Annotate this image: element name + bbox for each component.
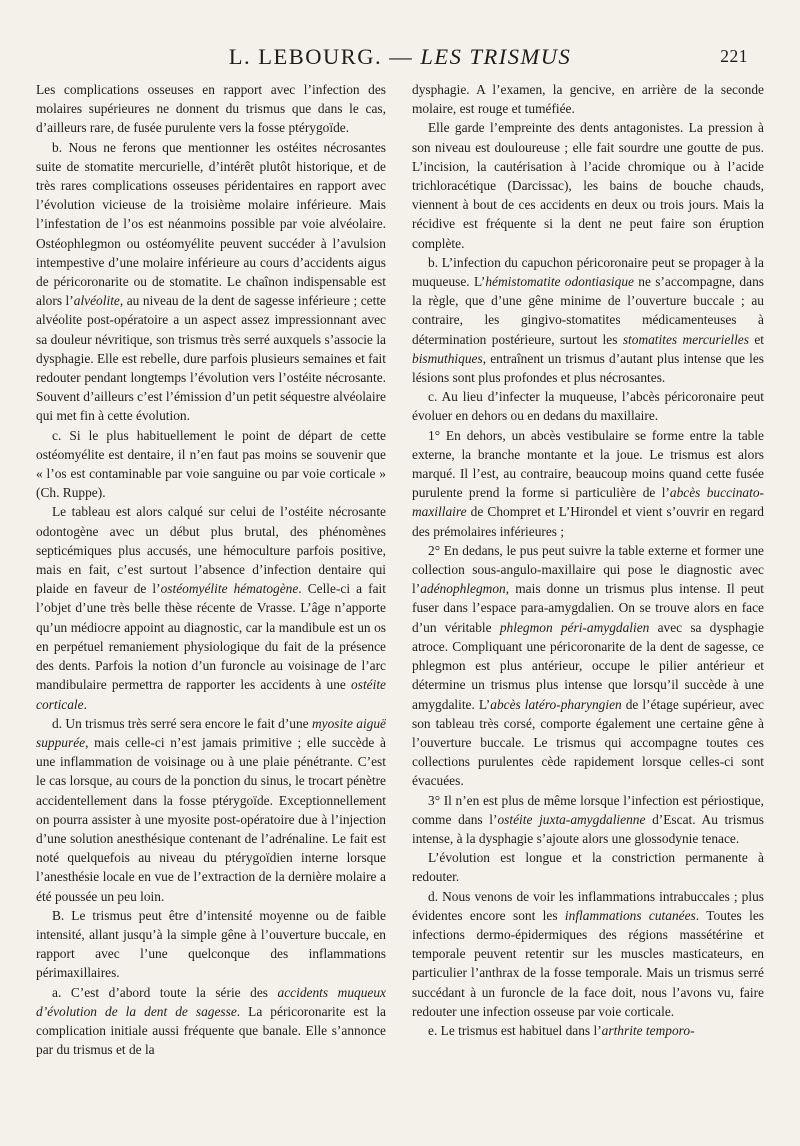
page-number: 221 — [720, 46, 748, 66]
paragraph-text: d. Un trismus très serré sera encore le fait d’une — [52, 715, 312, 731]
paragraph-text: 1° En dehors, un abcès vestibulaire se forme entre la table externe, la branche montante et la joue. Le trismus est alors marqué. Il l’est, au contraire, beaucoup moins quand cette fusée purulente prend la forme si particulière de l’ — [412, 427, 764, 501]
paragraph — [36, 714, 386, 906]
paragraph-text: B. Le trismus peut être d’intensité moyenne ou de faible intensité, allant jusqu’à la simple gêne à l’ouverture buccale, en rapport avec l’une quelconque des inflammations périmaxillaires. — [36, 907, 386, 981]
running-title — [0, 44, 800, 70]
paragraph — [412, 791, 764, 849]
paragraph — [36, 906, 386, 983]
title-subject: LES TRISMUS — [420, 44, 572, 69]
paragraph — [412, 541, 764, 791]
italic-term: myosite aiguë suppurée — [36, 715, 386, 750]
paragraph-text: Le tableau est alors calqué sur celui de l’ostéite nécrosante odontogène avec un début plus brutal, des phénomènes septicémiques plus accusés, une hémoculture parfois positive, mais en fait, c’est surtout l’absence d’infection dentaire qui plaide en faveur de l’ — [36, 504, 386, 597]
paragraph-text: Elle garde l’empreinte des dents antagonistes. La pression à son niveau est douloureuse ; elle fait sourdre une goutte de pus. L’incision, la cautérisation à l’acide chromique ou à l’acide trichloracétique (Darcissac), les bains de bouche chauds, viennent à bout de ces accidents en deux ou trois jours. Mais la récidive est fréquente si la dent ne peut faire son éruption complète. — [412, 120, 764, 251]
paragraph — [36, 80, 386, 138]
paragraph-text: et — [748, 331, 765, 347]
italic-term: ostéite corticale — [36, 677, 386, 712]
paragraph — [412, 80, 764, 118]
italic-term: stomatites mercurielles — [622, 331, 749, 347]
italic-term: abcès buccinato-maxillaire — [412, 485, 764, 520]
paragraph-text: . — [83, 696, 87, 712]
paragraph-text: 2° En dedans, le pus peut suivre la table externe et former une collection sous-angulo-maxillaire qui pose le diagnostic avec l’ — [412, 542, 764, 597]
title-author: L. LEBOURG. — — [228, 44, 421, 69]
paragraph-text: b. L’infection du capuchon péricoronaire peut se propager à la muqueuse. L’ — [412, 254, 764, 290]
paragraph-text: b. Nous ne ferons que mentionner les ostéites nécrosantes suite de stomatite mercurielle, d’intérêt plutôt historique, et de très rares complications osseuses péridentaires en rapport avec l’évolution vicieuse de la troisième molaire inférieure. Mais l’infestation de l’os est néanmoins possible par voie alvéolaire. Ostéophlegmon ou ostéomyélite peuvent succéder à l’avulsion intempestive d’une molaire inférieure au cours d’accidents aigus de péricoronarite ou de stomatite. Le chaînon indispensable est alors l’ — [36, 139, 386, 309]
paragraph — [412, 387, 764, 425]
paragraph-text: ne s’accompagne, dans la règle, que d’une gêne minime de l’ouverture buccale ; au contraire, les gingivo-stomatites médicamenteuses à détermination postérieure, surtout les — [412, 274, 764, 347]
paragraph-text: , entraînent un trismus d’autant plus intense que les lésions sont plus profondes et plus nécrosantes. — [412, 350, 764, 386]
paragraph-text: . La péricoronarite est la complication initiale aussi fréquente que banale. Elle s’annonce par du trismus et de la — [36, 1003, 386, 1058]
italic-term: accidents muqueux d’évolution de la dent de sagesse — [36, 984, 386, 1019]
italic-term: phlegmon péri-amygdalien — [499, 619, 650, 635]
paragraph — [36, 502, 386, 713]
italic-term: ostéomyélite hématogène — [160, 581, 299, 597]
running-header — [0, 40, 800, 76]
italic-term: adénophlegmon — [420, 581, 506, 597]
paragraph — [412, 426, 764, 541]
italic-term: inflammations cutanées — [564, 907, 696, 923]
paragraph-text: a. C’est d’abord toute la série des — [52, 984, 278, 1000]
paragraph-text: , au niveau de la dent de sagesse inférieure ; cette alvéolite post-opératoire a un aspect assez impressionnant avec sa douleur névritique, son trismus très serré auxquels s’associe la dysphagie. Elle est rebelle, dure parfois plusieurs semaines et fait redouter pendant longtemps l’évolution vers l’ostéite nécrosante. Souvent d’ailleurs c’est l’émission d’un petit séquestre alvéolaire qui met fin à cette évolution. — [36, 293, 387, 424]
paragraph-text: d’Escat. Au trismus intense, à la dysphagie s’ajoute alors une glossodynie tenace. — [412, 811, 764, 846]
italic-term: alvéolite — [73, 293, 120, 309]
paragraph-text: de Chompret et L’Hirondel et vient s’ouvrir en regard des prémolaires inférieures ; — [412, 504, 764, 539]
paragraph-text: Les complications osseuses en rapport avec l’infection des molaires supérieures ne donnent du trismus que dans le cas, d’ailleurs rare, de fusée purulente vers la fosse ptérygoïde. — [36, 82, 386, 136]
paragraph — [36, 426, 386, 503]
italic-term: ostéite juxta-amygdalienne — [497, 811, 646, 827]
right-column — [412, 80, 764, 1040]
paragraph-text: avec sa dysphagie atroce. Compliquant une péricoronarite de la dent de sagesse, ce phlegmon est plus antérieur, occupe le pilier antérieur et détermine un trismus plus intense que lorsqu’il succède à une amygdalite. L’ — [412, 619, 764, 712]
paragraph-text: . Celle-ci a fait l’objet d’une très belle thèse récente de Vrasse. L’âge n’apporte qu’un médiocre appoint au diagnostic, car la mandibule est un os en perpétuel remaniement physiologique du fait de la présence des dents. Parfois la notion d’un furoncle au voisinage de l’arc mandibulaire permettra de rapporter les accidents à une — [36, 581, 386, 693]
paragraph-text: 3° Il n’en est plus de même lorsque l’infection est périostique, comme dans l’ — [412, 792, 764, 827]
paragraph-text: e. Le trismus est habituel dans l’ — [428, 1022, 602, 1038]
paragraph — [412, 887, 764, 1021]
paragraph-text: dysphagie. A l’examen, la gencive, en arrière de la seconde molaire, est rouge et tuméfiée. — [412, 82, 764, 117]
paragraph-text: L’évolution est longue et la constriction permanente à redouter. — [412, 850, 764, 885]
italic-term: hémistomatite odontiasique — [485, 274, 634, 290]
paragraph-text: c. Si le plus habituellement le point de départ de cette ostéomyélite est dentaire, il n’en faut pas moins se souvenir que « l’os est contaminable par voie sanguine ou par voie corticale » (Ch. Ruppe). — [36, 427, 386, 501]
paragraph — [412, 848, 764, 886]
paragraph — [412, 253, 764, 387]
paragraph-text: c. Au lieu d’infecter la muqueuse, l’abcès péricoronaire peut évoluer en dehors ou en dedans du maxillaire. — [412, 389, 764, 424]
italic-term: bismuthiques — [412, 350, 483, 366]
paragraph-text: de l’étage supérieur, avec son tableau très corsé, comporte également une certaine gêne à l’ouverture buccale. Le trismus qui accompagne toutes ces collections purulentes cède rapidement lorsque celles-ci sont évacuées. — [412, 696, 764, 789]
paragraph — [412, 1021, 764, 1040]
italic-term: abcès latéro-pharyngien — [490, 696, 622, 712]
paragraph-text: d. Nous venons de voir les inflammations intrabuccales ; plus évidentes encore sont les — [412, 888, 764, 923]
paragraph — [36, 138, 386, 426]
paragraph-text: , mais celle-ci n’est jamais primitive ; elle succède à une inflammation de voisinage ou à une plaie pénétrante. C’est le cas lorsque, au cours de la ponction du sinus, le trocart pénètre accidentellement dans la fosse ptérygoïde. Exceptionnellement on pourra assister à une myosite post-opératoire due à l’injection d’une solution anesthésique contenant de l’adrénaline. Le fait est noté quelquefois au niveau du ptérygoïdien interne lorsque l’anesthésie locale en vue de l’extraction de la dernière molaire a été poussée un peu loin. — [36, 734, 386, 904]
paragraph — [36, 983, 386, 1060]
italic-term: arthrite temporo- — [601, 1022, 695, 1038]
left-column — [36, 80, 386, 1059]
paragraph-text: , mais donne un trismus plus intense. Il peut fuser dans l’espace para-amygdalien. On se trouve alors en face d’un véritable — [412, 581, 764, 635]
paragraph — [412, 118, 764, 252]
paragraph-text: . Toutes les infections dermo-épidermiques des régions massétérine et temporale peuvent retentir sur les muscles masticateurs, en particulier l’anthrax de la fosse temporale. Mais un trismus serré succédant à un furoncle de la face doit, nous l’avons vu, faire redouter une infection osseuse par voie corticale. — [412, 907, 765, 1019]
